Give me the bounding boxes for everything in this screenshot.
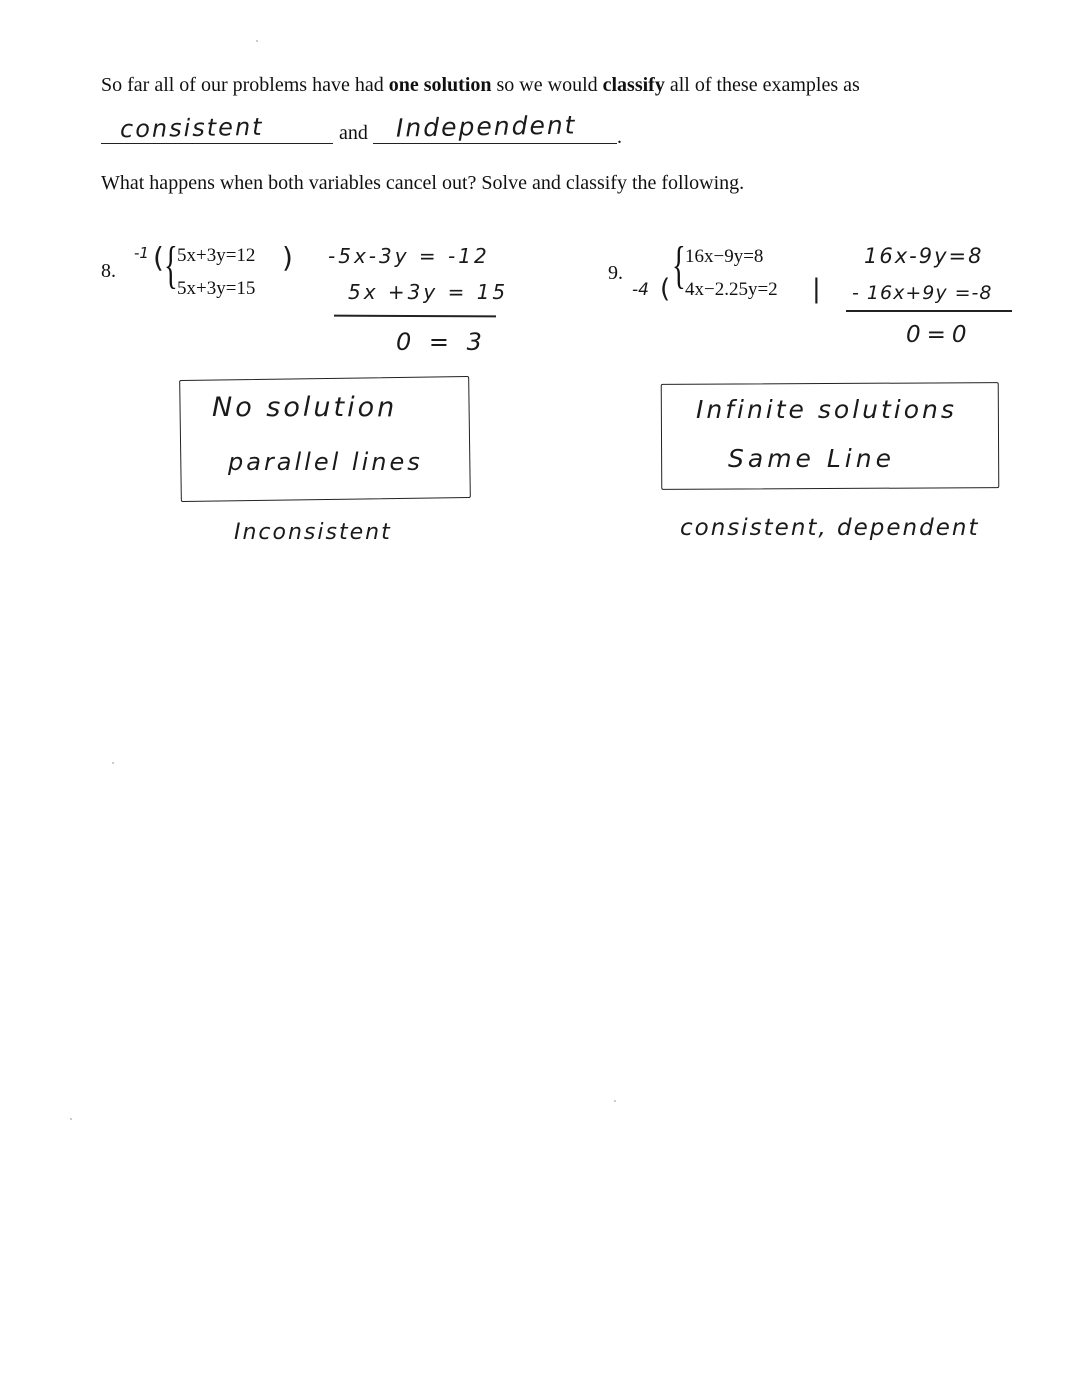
problem-8-result: 0 = 3 <box>396 328 487 356</box>
intro-bold-one-solution: one solution <box>388 74 492 96</box>
blank-underline-1 <box>101 143 333 144</box>
scan-speck <box>256 40 258 42</box>
problem-9-classification: consistent, dependent <box>680 515 980 541</box>
scan-speck <box>112 762 114 764</box>
problem-9-result: 0=0 <box>906 322 973 348</box>
blank-underline-2 <box>373 143 617 144</box>
problem-8-work-line2: 5x +3y = 15 <box>348 280 509 304</box>
problem-9-box-line1: Infinite solutions <box>696 395 957 424</box>
problem-8-eq1: 5x+3y=12 <box>177 245 256 266</box>
question-text: What happens when both variables cancel out? Solve and classify the following. <box>101 172 745 194</box>
blank-answer-independent: Independent <box>395 110 577 143</box>
problem-9-work-line1: 16x-9y=8 <box>864 244 984 268</box>
problem-9-number: 9. <box>608 262 623 284</box>
scan-speck <box>614 1100 616 1102</box>
intro-part3: all of these examples as <box>664 74 860 96</box>
problem-8-number: 8. <box>101 260 116 282</box>
blank-answer-consistent: consistent <box>119 112 264 144</box>
intro-part2: so we would <box>491 74 603 96</box>
problem-8-brace: { <box>164 237 178 294</box>
problem-8-box-line2: parallel lines <box>228 448 423 476</box>
problem-9-sum-line <box>846 310 1012 312</box>
problem-9-box-line2: Same Line <box>728 444 895 473</box>
problem-8-work-line1: -5x-3y = -12 <box>328 244 490 268</box>
problem-8-eq2: 5x+3y=15 <box>177 278 256 299</box>
problem-9-paren-left: ( <box>660 274 671 304</box>
intro-part1: So far all of our problems have had <box>101 74 389 96</box>
problem-9-eq2: 4x−2.25y=2 <box>685 279 778 300</box>
problem-8-paren-right: ) <box>282 241 293 274</box>
blank-connector-and: and <box>339 122 368 144</box>
blank-period: . <box>617 126 622 148</box>
intro-bold-classify: classify <box>602 74 665 96</box>
scan-speck <box>70 1118 72 1120</box>
problem-9-bar: | <box>812 274 821 304</box>
problem-8-paren-left: ( <box>153 241 164 274</box>
problem-8-multiplier: -1 <box>134 244 149 262</box>
problem-9-brace: { <box>672 237 686 294</box>
problem-8-classification: Inconsistent <box>234 520 392 545</box>
problem-8-sum-line <box>334 315 496 318</box>
problem-9-multiplier: -4 <box>632 280 649 300</box>
problem-8-box-line1: No solution <box>212 392 398 423</box>
problem-9-eq1: 16x−9y=8 <box>685 246 764 267</box>
problem-9-work-line2: - 16x+9y =-8 <box>852 282 993 304</box>
intro-sentence <box>101 74 860 97</box>
